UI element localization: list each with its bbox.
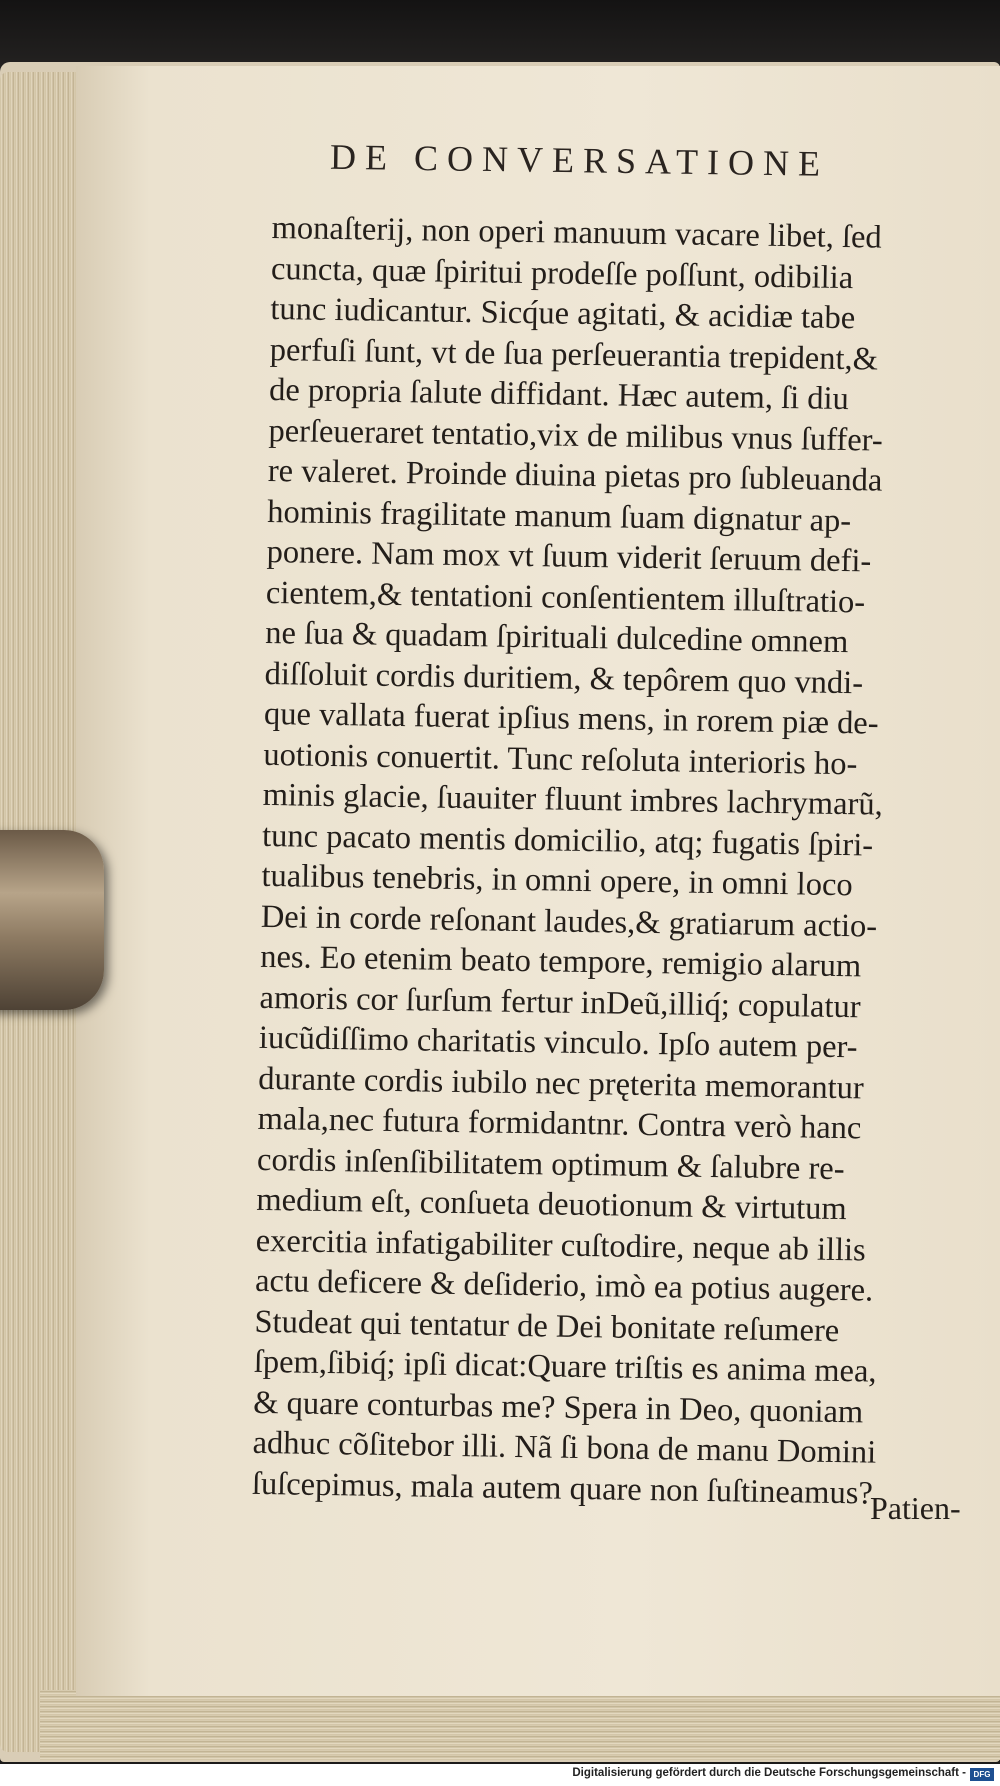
text-line: amoris cor ſurſum fertur inDeũ,illiq́; copulatur <box>259 979 861 1025</box>
body-text <box>252 208 992 1515</box>
text-line: tunc pacato mentis domicilio, atq; fugatis ſpiri- <box>261 817 874 864</box>
text-line: hominis fragilitate manum ſuam dignatur ap- <box>266 493 852 539</box>
catchword: Patien- <box>870 1490 961 1526</box>
book-clasp <box>0 830 104 1010</box>
text-line: minis glacie, ſuauiter fluunt imbres lachrymarũ, <box>262 776 884 823</box>
running-head: DE CONVERSATIONE <box>329 136 830 184</box>
digitization-footer <box>0 1764 1000 1786</box>
text-line: iucũdiſſimo charitatis vinculo. Ipſo autem per- <box>258 1019 858 1066</box>
text-line: Studeat qui tentatur de Dei bonitate reſumere <box>254 1303 840 1349</box>
text-line: ponere. Nam mox vt ſuum viderit ſeruum defi- <box>266 533 872 580</box>
text-line: re valeret. Proinde diuina pietas pro ſubleuanda <box>267 452 883 499</box>
text-line: cientem,& tentationi conſentientem illuſtratio- <box>265 574 866 620</box>
text-line: cordis inſenſibilitatem optimum & ſalubre re- <box>256 1141 845 1187</box>
text-line: diſſoluit cordis duritiem, & tepôrem quo vndi- <box>264 655 864 701</box>
page-bottom-edges <box>40 1690 1000 1760</box>
text-line: ſpem,ſibiq́; ipſi dicat:Quare triſtis es anima mea, <box>253 1343 877 1390</box>
text-line: mala,nec futura formidantnr. Contra verò hanc <box>257 1100 862 1147</box>
text-line: medium eſt, conſueta deuotionum & virtutum <box>256 1181 847 1228</box>
text-line: monaſterij, non operi manuum vacare libet, ſed <box>271 209 882 256</box>
text-line: de propria ſalute diffidant. Hæc autem, ſi diu <box>268 371 850 418</box>
text-line: ne ſua & quadam ſpirituali dulcedine omnem <box>265 614 849 661</box>
text-line: & quare conturbas me? Spera in Deo, quoniam <box>252 1384 864 1430</box>
text-line: actu deficere & deſiderio, imò ea potius augere. <box>254 1262 874 1309</box>
text-line: adhuc cõſitebor illi. Nã ſi bona de manu Domini <box>252 1424 877 1471</box>
text-line: Dei in corde reſonant laudes,& gratiarum actio- <box>260 898 878 945</box>
text-line: durante cordis iubilo nec pręterita memorantur <box>258 1060 865 1106</box>
text-line: exercitia infatigabiliter cuſtodire, neque ab illis <box>255 1222 867 1268</box>
text-line: perſeueraret tentatio,vix de milibus vnus ſuffer- <box>268 412 883 459</box>
funding-credit: Digitalisierung gefördert durch die Deutsche Forschungsgemeinschaft - <box>572 1767 966 1779</box>
text-line: que vallata fuerat ipſius mens, in rorem piæ de- <box>263 695 879 742</box>
text-line: uotionis conuertit. Tunc reſoluta interioris ho- <box>263 736 858 782</box>
text-line: ſuſcepimus, mala autem quare non ſuſtineamus? <box>251 1465 874 1512</box>
text-line: cuncta, quæ ſpiritui prodeſſe poſſunt, odibilia <box>270 250 854 296</box>
text-line: tualibus tenebris, in omni opere, in omni loco <box>261 857 853 904</box>
text-line: perfuſi ſunt, vt de ſua perſeuerantia trepident,& <box>269 331 879 378</box>
text-line: tunc iudicantur. Sicq́ue agitati, & acidiæ tabe <box>270 290 856 337</box>
text-line: nes. Eo etenim beato tempore, remigio alarum <box>259 938 862 985</box>
dfg-logo: DFG <box>970 1768 994 1781</box>
